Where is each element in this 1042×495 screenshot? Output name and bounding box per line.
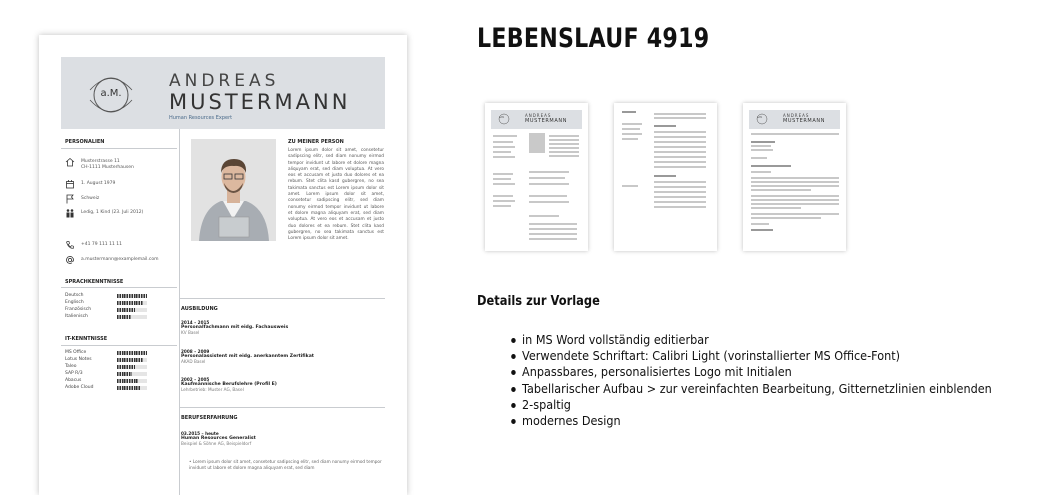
skill-level-fill <box>117 301 143 305</box>
profile-photo <box>191 139 276 241</box>
page-title: LEBENSLAUF 4919 <box>477 23 710 54</box>
first-name: ANDREAS <box>169 71 280 91</box>
skill-level-bar <box>117 294 147 298</box>
thumbnail-page-2[interactable] <box>614 103 717 251</box>
thumb-photo <box>529 133 545 153</box>
skill-level-bar <box>117 315 147 319</box>
family-text: Ledig, 1 Kind (23. Juli 2012) <box>81 210 144 215</box>
skill-row <box>65 364 175 370</box>
family-icon <box>65 208 75 218</box>
education-item <box>181 320 381 335</box>
list-item: 2-spaltig <box>522 397 992 413</box>
resume-preview <box>39 35 407 495</box>
phone-text: +41 79 111 11 11 <box>81 242 122 247</box>
divider <box>61 345 177 346</box>
personal-address <box>61 157 177 169</box>
thumb-logo-initials: a.M. <box>757 116 763 119</box>
personal-heading: PERSONALIEN <box>65 139 105 145</box>
skill-row <box>65 314 175 320</box>
skill-level-fill <box>117 372 132 376</box>
thumbnail-page-1[interactable] <box>485 103 588 251</box>
skill-name: SAP R/3 <box>65 371 83 376</box>
experience-bullet-text: Lorem ipsum dolor sit amet, consetetur sadipscing elitr, sed diam nonumy eirmod tempor invidunt ut labore et dolore magna aliquyam erat, sed diam <box>189 459 382 470</box>
skill-level-bar <box>117 358 147 362</box>
person-photo-icon <box>191 139 276 241</box>
list-item: modernes Design <box>522 413 992 429</box>
experience-bullet <box>189 459 389 471</box>
skill-level-bar <box>117 308 147 312</box>
divider <box>61 287 177 288</box>
skill-name: Lotus Notes <box>65 357 92 362</box>
thumb-last-name: MUSTERMANN <box>525 118 568 124</box>
experience-date: 03.2015 – heute <box>181 431 219 436</box>
divider <box>180 298 385 299</box>
education-date: 2002 – 2005 <box>181 377 210 382</box>
education-title: Kaufmännische Berufslehre (Profil E) <box>181 382 277 387</box>
job-title: Human Resources Expert <box>169 115 233 121</box>
thumb-logo-icon <box>755 112 769 126</box>
list-item: Anpassbares, personalisiertes Logo mit Initialen <box>522 364 992 380</box>
education-item <box>181 349 381 364</box>
education-title: Personalassistent mit eidg. anerkanntem Zertifikat <box>181 354 314 359</box>
initials-logo <box>87 71 135 119</box>
personal-phone <box>61 240 177 252</box>
experience-place: Beispiel & Söhne AG, Beispieldorf <box>181 441 252 446</box>
skill-row <box>65 371 175 377</box>
skill-level-bar <box>117 365 147 369</box>
skill-name: Französisch <box>65 307 92 312</box>
education-item <box>181 377 381 392</box>
bullet-icon: • <box>189 459 193 464</box>
skill-name: Taleo <box>65 364 77 369</box>
skill-level-bar <box>117 379 147 383</box>
skill-name: Abacus <box>65 378 82 383</box>
personal-email <box>61 255 177 267</box>
personal-birthdate <box>61 179 177 191</box>
flag-icon <box>65 194 75 204</box>
experience-heading: BERUFSERFAHRUNG <box>181 415 238 421</box>
about-heading: ZU MEINER PERSON <box>288 139 344 145</box>
education-title: Personalfachmann mit eidg. Fachausweis <box>181 325 289 330</box>
birthdate-text: 1. August 1979 <box>81 181 116 186</box>
skill-level-fill <box>117 294 147 298</box>
thumb-logo-initials: a.M. <box>499 116 505 119</box>
divider <box>61 148 177 149</box>
skill-name: Englisch <box>65 300 84 305</box>
thumb-first-name: ANDREAS <box>525 113 552 118</box>
skill-level-fill <box>117 351 147 355</box>
list-item: Verwendete Schriftart: Calibri Light (vorinstallierter MS Office-Font) <box>522 348 992 364</box>
home-icon <box>65 157 75 167</box>
skill-name: Deutsch <box>65 293 84 298</box>
thumb-first-name: ANDREAS <box>783 113 810 118</box>
education-heading: AUSBILDUNG <box>181 306 218 312</box>
nationality-text: Schweiz <box>81 196 100 201</box>
education-place: KV Basel <box>181 330 200 335</box>
skill-level-bar <box>117 301 147 305</box>
skill-level-fill <box>117 315 131 319</box>
list-item: in MS Word vollständig editierbar <box>522 332 992 348</box>
skill-name: MS Office <box>65 350 87 355</box>
experience-item <box>181 431 381 446</box>
personal-family <box>61 208 177 220</box>
thumb-logo-icon <box>497 112 511 126</box>
thumbnail-page-3[interactable] <box>743 103 846 251</box>
about-text: Lorem ipsum dolor sit amet, consetetur sadipscing elitr, sed diam nonumy eirmod tempor invidunt ut labore et dolore magna aliquyam erat, sed diam voluptua. At vero eos et accusam et justo duo dolores et ea rebum. Stet clita kasd gubergren, no sea takimata sanctus est Lorem ipsum dolor sit amet. Lorem ipsum dolor sit amet, consetetur sadipscing elitr, sed diam nonumy eirmod tempor invidunt ut labore et dolore magna aliquyam erat, sed diam voluptua. At vero eos et accusam et justo duo dolores et ea rebum. Stet clita kasd gubergren, no sea takimata sanctus est Lorem ipsum dolor sit amet. <box>288 148 384 242</box>
personal-nationality <box>61 194 177 206</box>
skill-level-fill <box>117 308 135 312</box>
skill-row <box>65 378 175 384</box>
last-name: MUSTERMANN <box>169 90 351 114</box>
skill-row <box>65 300 175 306</box>
thumb-last-name: MUSTERMANN <box>783 118 826 124</box>
skill-level-fill <box>117 358 143 362</box>
skill-row <box>65 293 175 299</box>
it-heading: IT-KENNTNISSE <box>65 336 108 342</box>
logo-initials: a.M. <box>100 88 122 99</box>
list-item: Tabellarischer Aufbau > zur vereinfachten Bearbeitung, Gitternetzlinien einblenden <box>522 380 992 396</box>
education-place: AKAD Basel <box>181 359 206 364</box>
experience-title: Human Resources Generalist <box>181 436 256 441</box>
at-icon <box>65 255 75 265</box>
skill-name: Italienisch <box>65 314 88 319</box>
skill-level-fill <box>117 386 141 390</box>
divider <box>180 407 385 408</box>
skill-level-bar <box>117 351 147 355</box>
details-heading: Details zur Vorlage <box>477 294 600 309</box>
skill-level-fill <box>117 365 135 369</box>
education-date: 2008 – 2009 <box>181 349 210 354</box>
skill-row <box>65 350 175 356</box>
skill-level-fill <box>117 379 138 383</box>
phone-icon <box>65 240 75 250</box>
skill-row <box>65 385 175 391</box>
skill-row <box>65 307 175 313</box>
skill-row <box>65 357 175 363</box>
resume-header <box>61 57 385 129</box>
details-list <box>522 332 1042 429</box>
column-divider <box>179 129 180 495</box>
email-text: a.mustermann@examplemail.com <box>81 257 159 262</box>
address-text: Musterstrasse 11 CH-1111 Musterhausen <box>81 159 134 170</box>
skill-name: Adobe Cloud <box>65 385 94 390</box>
skill-level-bar <box>117 386 147 390</box>
calendar-icon <box>65 179 75 189</box>
education-place: Lehrbetrieb: Muster AG, Basel <box>181 387 244 392</box>
languages-heading: SPRACHKENNTNISSE <box>65 279 124 285</box>
education-date: 2014 – 2015 <box>181 320 210 325</box>
skill-level-bar <box>117 372 147 376</box>
